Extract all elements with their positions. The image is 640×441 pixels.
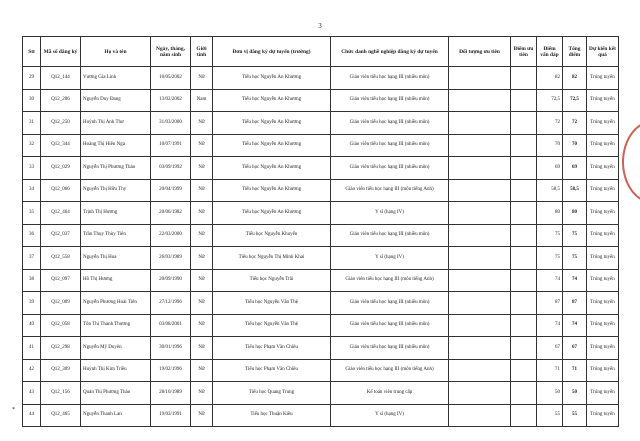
cell-don-vi: Tiểu học Nguyễn An Khương (213, 112, 331, 135)
cell-ngay-sinh: 20/04/1999 (151, 179, 191, 202)
cell-ho-ten: Trần Thụy Thùy Tiên (81, 224, 151, 247)
cell-ngay-sinh: 28/10/1989 (151, 382, 191, 405)
cell-diem-uu-tien (511, 247, 537, 270)
cell-ngay-sinh: 19/03/1991 (151, 404, 191, 427)
table-row (23, 134, 619, 157)
cell-tong-diem: 69 (563, 157, 587, 180)
cell-ho-ten: Trịnh Thị Hương (81, 202, 151, 225)
cell-chuc-danh: Giáo viên tiểu học hạng III (môn tiếng Anh) (331, 359, 449, 382)
cell-gioi-tinh: Nữ (191, 112, 213, 135)
cell-ho-ten: Nguyễn Thị Hoa (81, 247, 151, 270)
cell-tong-diem: 71 (563, 359, 587, 382)
cell-ma-so: Q12_465 (41, 404, 81, 427)
cell-ma-so: Q12_309 (41, 359, 81, 382)
cell-doi-tuong (449, 202, 511, 225)
cell-diem-uu-tien (511, 89, 537, 112)
cell-du-kien: Trúng tuyển (587, 202, 619, 225)
cell-chuc-danh: Giáo viên tiểu học hạng III (nhiều môn) (331, 314, 449, 337)
cell-ma-so: Q12_058 (41, 314, 81, 337)
cell-tong-diem: 75 (563, 247, 587, 270)
table-row (23, 292, 619, 315)
cell-du-kien: Trúng tuyển (587, 134, 619, 157)
cell-stt: 30 (23, 89, 41, 112)
cell-doi-tuong (449, 89, 511, 112)
cell-du-kien: Trúng tuyển (587, 67, 619, 90)
cell-du-kien: Trúng tuyển (587, 404, 619, 427)
cell-diem-uu-tien (511, 404, 537, 427)
cell-ngay-sinh: 10/05/2002 (151, 67, 191, 90)
cell-ma-so: Q12_009 (41, 292, 81, 315)
cell-diem-uu-tien (511, 179, 537, 202)
cell-diem-van-dap: 74 (537, 314, 563, 337)
cell-doi-tuong (449, 157, 511, 180)
page-number: 3 (318, 22, 322, 30)
header-tong-diem: Tổng điểm (563, 37, 587, 67)
cell-ho-ten: Tôn Thị Thanh Thương (81, 314, 151, 337)
header-doi-tuong: Đối tượng ưu tiên (449, 37, 511, 67)
cell-doi-tuong (449, 112, 511, 135)
header-don-vi: Đơn vị đăng ký dự tuyển (trường) (213, 37, 331, 67)
cell-ngay-sinh: 31/03/2000 (151, 112, 191, 135)
cell-ngay-sinh: 03/08/2001 (151, 314, 191, 337)
cell-ngay-sinh: 26/03/1989 (151, 247, 191, 270)
cell-diem-van-dap: 75 (537, 247, 563, 270)
cell-don-vi: Tiểu học Nguyễn An Khương (213, 134, 331, 157)
table-row (23, 404, 619, 427)
official-seal (620, 120, 640, 200)
cell-diem-uu-tien (511, 202, 537, 225)
cell-stt: 32 (23, 134, 41, 157)
cell-diem-uu-tien (511, 359, 537, 382)
cell-ma-so: Q12_464 (41, 202, 81, 225)
cell-diem-van-dap: 55 (537, 404, 563, 427)
cell-ho-ten: Hoàng Thị Hiền Nga (81, 134, 151, 157)
cell-ma-so: Q12_558 (41, 247, 81, 270)
cell-tong-diem: 55 (563, 404, 587, 427)
cell-du-kien: Trúng tuyển (587, 292, 619, 315)
cell-doi-tuong (449, 292, 511, 315)
header-diem-uu-tien: Điểm ưu tiên (511, 37, 537, 67)
table-row (23, 269, 619, 292)
table-row (23, 112, 619, 135)
table-row (23, 247, 619, 270)
cell-diem-uu-tien (511, 112, 537, 135)
results-table (22, 36, 619, 427)
cell-doi-tuong (449, 247, 511, 270)
cell-chuc-danh: Giáo viên tiểu học hạng III (nhiều môn) (331, 89, 449, 112)
cell-diem-uu-tien (511, 337, 537, 360)
cell-ma-so: Q12_206 (41, 89, 81, 112)
cell-ma-so: Q12_156 (41, 382, 81, 405)
cell-chuc-danh: Y sĩ (hạng IV) (331, 202, 449, 225)
cell-don-vi: Tiểu học Nguyễn Văn Thệ (213, 314, 331, 337)
cell-ngay-sinh: 30/01/1996 (151, 337, 191, 360)
cell-ma-so: Q12_250 (41, 112, 81, 135)
table-row (23, 314, 619, 337)
table-row (23, 202, 619, 225)
cell-don-vi: Tiểu học Nguyễn An Khương (213, 89, 331, 112)
cell-gioi-tinh: Nữ (191, 247, 213, 270)
cell-tong-diem: 50 (563, 382, 587, 405)
cell-don-vi: Tiểu học Nguyễn An Khương (213, 67, 331, 90)
cell-gioi-tinh: Nữ (191, 382, 213, 405)
cell-ho-ten: Nguyễn Thanh Lan (81, 404, 151, 427)
cell-doi-tuong (449, 67, 511, 90)
cell-ngay-sinh: 20/09/1990 (151, 269, 191, 292)
cell-tong-diem: 80 (563, 202, 587, 225)
cell-chuc-danh: Giáo viên tiểu học hạng III (nhiều môn) (331, 134, 449, 157)
header-diem-van-dap: Điểm vấn đáp (537, 37, 563, 67)
cell-ngay-sinh: 03/09/1992 (151, 157, 191, 180)
cell-tong-diem: 58,5 (563, 179, 587, 202)
cell-ngay-sinh: 19/02/1996 (151, 359, 191, 382)
header-ma-so: Mã số đăng ký (41, 37, 81, 67)
cell-don-vi: Tiểu học Nguyễn Khuyến (213, 224, 331, 247)
cell-ma-so: Q12_298 (41, 337, 81, 360)
cell-don-vi: Tiểu học Nguyễn An Khương (213, 179, 331, 202)
cell-du-kien: Trúng tuyển (587, 359, 619, 382)
cell-du-kien: Trúng tuyển (587, 382, 619, 405)
cell-stt: 29 (23, 67, 41, 90)
cell-ma-so: Q12_144 (41, 67, 81, 90)
cell-ngay-sinh: 22/03/2000 (151, 224, 191, 247)
cell-don-vi: Tiểu học Quang Trung (213, 382, 331, 405)
cell-ma-so: Q12_097 (41, 269, 81, 292)
table-row (23, 337, 619, 360)
cell-stt: 31 (23, 112, 41, 135)
cell-doi-tuong (449, 404, 511, 427)
cell-don-vi: Tiểu học Phạm Văn Chiêu (213, 337, 331, 360)
cell-diem-van-dap: 72 (537, 112, 563, 135)
cell-ma-so: Q12_037 (41, 224, 81, 247)
cell-gioi-tinh: Nữ (191, 179, 213, 202)
cell-chuc-danh: Y sĩ (hạng IV) (331, 404, 449, 427)
cell-ho-ten: Nguyễn Thị Hữu Thy (81, 179, 151, 202)
cell-gioi-tinh: Nữ (191, 404, 213, 427)
cell-chuc-danh: Kế toán viên trung cấp (331, 382, 449, 405)
cell-stt: 34 (23, 179, 41, 202)
cell-diem-uu-tien (511, 134, 537, 157)
cell-don-vi: Tiểu học Nguyễn An Khương (213, 157, 331, 180)
cell-diem-van-dap: 69 (537, 157, 563, 180)
cell-stt: 36 (23, 224, 41, 247)
cell-chuc-danh: Giáo viên tiểu học hạng III (nhiều môn) (331, 157, 449, 180)
cell-ho-ten: Nguyễn Mỹ Duyên (81, 337, 151, 360)
cell-stt: 43 (23, 382, 41, 405)
cell-diem-uu-tien (511, 292, 537, 315)
cell-doi-tuong (449, 359, 511, 382)
cell-diem-uu-tien (511, 224, 537, 247)
footer-mark: * (12, 407, 15, 413)
cell-gioi-tinh: Nữ (191, 202, 213, 225)
cell-don-vi: Tiểu học Nguyễn Thị Minh Khai (213, 247, 331, 270)
cell-diem-van-dap: 75 (537, 224, 563, 247)
cell-tong-diem: 74 (563, 269, 587, 292)
cell-diem-van-dap: 71 (537, 359, 563, 382)
cell-don-vi: Tiểu học Nguyễn Văn Thệ (213, 292, 331, 315)
table-row (23, 382, 619, 405)
cell-chuc-danh: Giáo viên tiểu học hạng III (nhiều môn) (331, 292, 449, 315)
cell-gioi-tinh: Nữ (191, 337, 213, 360)
cell-gioi-tinh: Nữ (191, 67, 213, 90)
table-row (23, 89, 619, 112)
cell-stt: 35 (23, 202, 41, 225)
cell-ho-ten: Nguyễn Thị Phương Thảo (81, 157, 151, 180)
cell-doi-tuong (449, 134, 511, 157)
cell-ngay-sinh: 27/12/1996 (151, 292, 191, 315)
header-chuc-danh: Chức danh nghề nghiệp đăng ký dự tuyển (331, 37, 449, 67)
cell-diem-van-dap: 80 (537, 202, 563, 225)
cell-tong-diem: 70 (563, 134, 587, 157)
cell-gioi-tinh: Nữ (191, 292, 213, 315)
cell-stt: 40 (23, 314, 41, 337)
cell-diem-uu-tien (511, 157, 537, 180)
cell-don-vi: Tiểu học Thuận Kiều (213, 404, 331, 427)
cell-ma-so: Q12_066 (41, 179, 81, 202)
cell-du-kien: Trúng tuyển (587, 224, 619, 247)
cell-ngay-sinh: 13/02/2002 (151, 89, 191, 112)
cell-stt: 38 (23, 269, 41, 292)
cell-ho-ten: Hồ Thị Hương (81, 269, 151, 292)
cell-ho-ten: Nguyễn Phương Hoài Tiên (81, 292, 151, 315)
cell-ho-ten: Huỳnh Thị Anh Thư (81, 112, 151, 135)
cell-don-vi: Tiểu học Nguyễn An Khương (213, 202, 331, 225)
cell-diem-van-dap: 70 (537, 134, 563, 157)
cell-gioi-tinh: Nữ (191, 359, 213, 382)
cell-chuc-danh: Giáo viên tiểu học hạng III (nhiều môn) (331, 224, 449, 247)
table-row (23, 157, 619, 180)
cell-du-kien: Trúng tuyển (587, 337, 619, 360)
cell-ma-so: Q12_029 (41, 157, 81, 180)
cell-doi-tuong (449, 382, 511, 405)
cell-chuc-danh: Giáo viên tiểu học hạng III (nhiều môn) (331, 337, 449, 360)
cell-diem-van-dap: 72,5 (537, 89, 563, 112)
header-ho-ten: Họ và tên (81, 37, 151, 67)
seal-ring (622, 120, 640, 200)
cell-chuc-danh: Giáo viên tiểu học hạng III (nhiều môn) (331, 67, 449, 90)
cell-tong-diem: 67 (563, 337, 587, 360)
table-row (23, 179, 619, 202)
cell-diem-uu-tien (511, 67, 537, 90)
cell-doi-tuong (449, 224, 511, 247)
cell-tong-diem: 75 (563, 224, 587, 247)
cell-ho-ten: Quản Thị Phương Thảo (81, 382, 151, 405)
cell-don-vi: Tiểu học Nguyễn Trãi (213, 269, 331, 292)
cell-chuc-danh: Giáo viên tiểu học hạng III (môn tiếng Anh) (331, 179, 449, 202)
cell-diem-van-dap: 82 (537, 67, 563, 90)
cell-du-kien: Trúng tuyển (587, 247, 619, 270)
cell-ho-ten: Huỳnh Thị Kim Triều (81, 359, 151, 382)
cell-du-kien: Trúng tuyển (587, 157, 619, 180)
cell-chuc-danh: Giáo viên tiểu học hạng III (nhiều môn) (331, 112, 449, 135)
cell-stt: 37 (23, 247, 41, 270)
cell-doi-tuong (449, 314, 511, 337)
cell-gioi-tinh: Nữ (191, 314, 213, 337)
cell-diem-uu-tien (511, 314, 537, 337)
cell-diem-van-dap: 67 (537, 337, 563, 360)
cell-chuc-danh: Y sĩ (hạng IV) (331, 247, 449, 270)
cell-stt: 42 (23, 359, 41, 382)
table-row (23, 359, 619, 382)
cell-diem-van-dap: 74 (537, 269, 563, 292)
cell-ngay-sinh: 10/07/1991 (151, 134, 191, 157)
cell-don-vi: Tiểu học Phạm Văn Chiêu (213, 359, 331, 382)
cell-diem-uu-tien (511, 382, 537, 405)
header-gioi-tinh: Giới tính (191, 37, 213, 67)
header-row (23, 37, 619, 67)
cell-stt: 41 (23, 337, 41, 360)
cell-ngay-sinh: 20/06/1982 (151, 202, 191, 225)
cell-du-kien: Trúng tuyển (587, 179, 619, 202)
cell-du-kien: Trúng tuyển (587, 112, 619, 135)
cell-diem-van-dap: 58,5 (537, 179, 563, 202)
cell-diem-uu-tien (511, 269, 537, 292)
cell-stt: 44 (23, 404, 41, 427)
cell-diem-van-dap: 87 (537, 292, 563, 315)
cell-doi-tuong (449, 269, 511, 292)
cell-doi-tuong (449, 179, 511, 202)
header-du-kien: Dự kiến kết quả (587, 37, 619, 67)
cell-ho-ten: Vương Gia Linh (81, 67, 151, 90)
cell-chuc-danh: Giáo viên tiểu học hạng III (môn tiếng Anh) (331, 269, 449, 292)
cell-ho-ten: Nguyễn Duy Đang (81, 89, 151, 112)
cell-gioi-tinh: Nữ (191, 224, 213, 247)
cell-tong-diem: 72,5 (563, 89, 587, 112)
cell-du-kien: Trúng tuyển (587, 269, 619, 292)
cell-gioi-tinh: Nữ (191, 269, 213, 292)
cell-gioi-tinh: Nam (191, 89, 213, 112)
cell-du-kien: Trúng tuyển (587, 89, 619, 112)
cell-stt: 39 (23, 292, 41, 315)
cell-tong-diem: 74 (563, 314, 587, 337)
cell-diem-van-dap: 50 (537, 382, 563, 405)
cell-gioi-tinh: Nữ (191, 157, 213, 180)
table-row (23, 224, 619, 247)
table-row (23, 67, 619, 90)
cell-gioi-tinh: Nữ (191, 134, 213, 157)
header-stt: Stt (23, 37, 41, 67)
cell-tong-diem: 82 (563, 67, 587, 90)
cell-doi-tuong (449, 337, 511, 360)
cell-tong-diem: 72 (563, 112, 587, 135)
cell-du-kien: Trúng tuyển (587, 314, 619, 337)
cell-ma-so: Q12_344 (41, 134, 81, 157)
cell-stt: 33 (23, 157, 41, 180)
header-ngay-sinh: Ngày, tháng, năm sinh (151, 37, 191, 67)
cell-tong-diem: 87 (563, 292, 587, 315)
